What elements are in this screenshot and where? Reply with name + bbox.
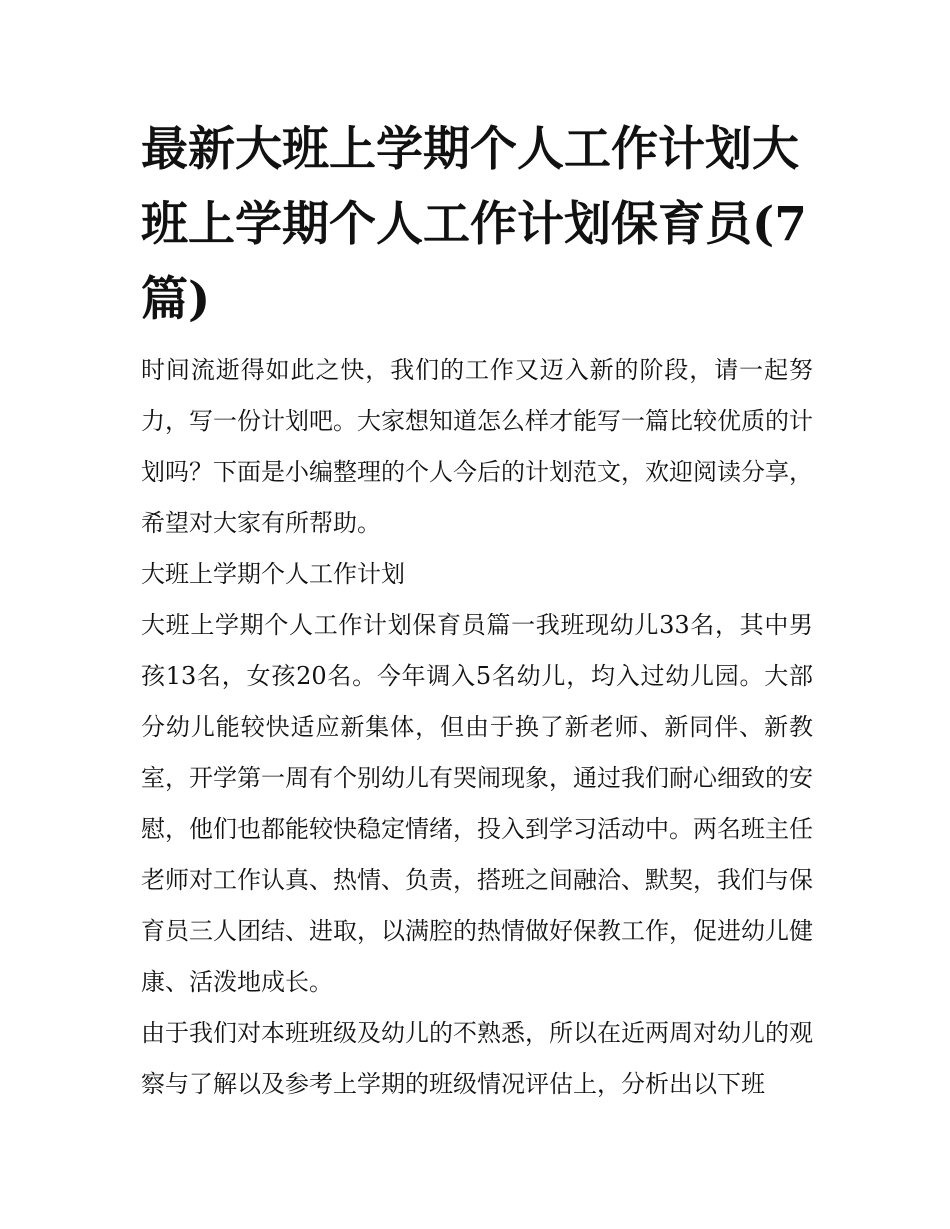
- document-page: [141, 112, 813, 1110]
- body-paragraph: 大班上学期个人工作计划保育员篇一我班现幼儿33名，其中男孩13名，女孩20名。今年调入5名幼儿，均入过幼儿园。大部分幼儿能较快适应新集体，但由于换了新老师、新同伴、新教室，开学第一周有个别幼儿有哭闹现象，通过我们耐心细致的安慰，他们也都能较快稳定情绪，投入到学习活动中。两名班主任老师对工作认真、热情、负责，搭班之间融洽、默契，我们与保育员三人团结、进取，以满腔的热情做好保教工作，促进幼儿健康、活泼地成长。: [141, 611, 813, 996]
- document-title: 最新大班上学期个人工作计划大班上学期个人工作计划保育员(7篇): [141, 122, 807, 327]
- body-paragraph: 由于我们对本班班级及幼儿的不熟悉，所以在近两周对幼儿的观察与了解以及参考上学期的班级情况评估上，分析出以下班: [141, 1019, 813, 1098]
- intro-paragraph: 时间流逝得如此之快，我们的工作又迈入新的阶段，请一起努力，写一份计划吧。大家想知道怎么样才能写一篇比较优质的计划吗？下面是小编整理的个人今后的计划范文，欢迎阅读分享，希望对大家有所帮助。: [141, 356, 813, 537]
- section-heading: 大班上学期个人工作计划: [141, 560, 405, 588]
